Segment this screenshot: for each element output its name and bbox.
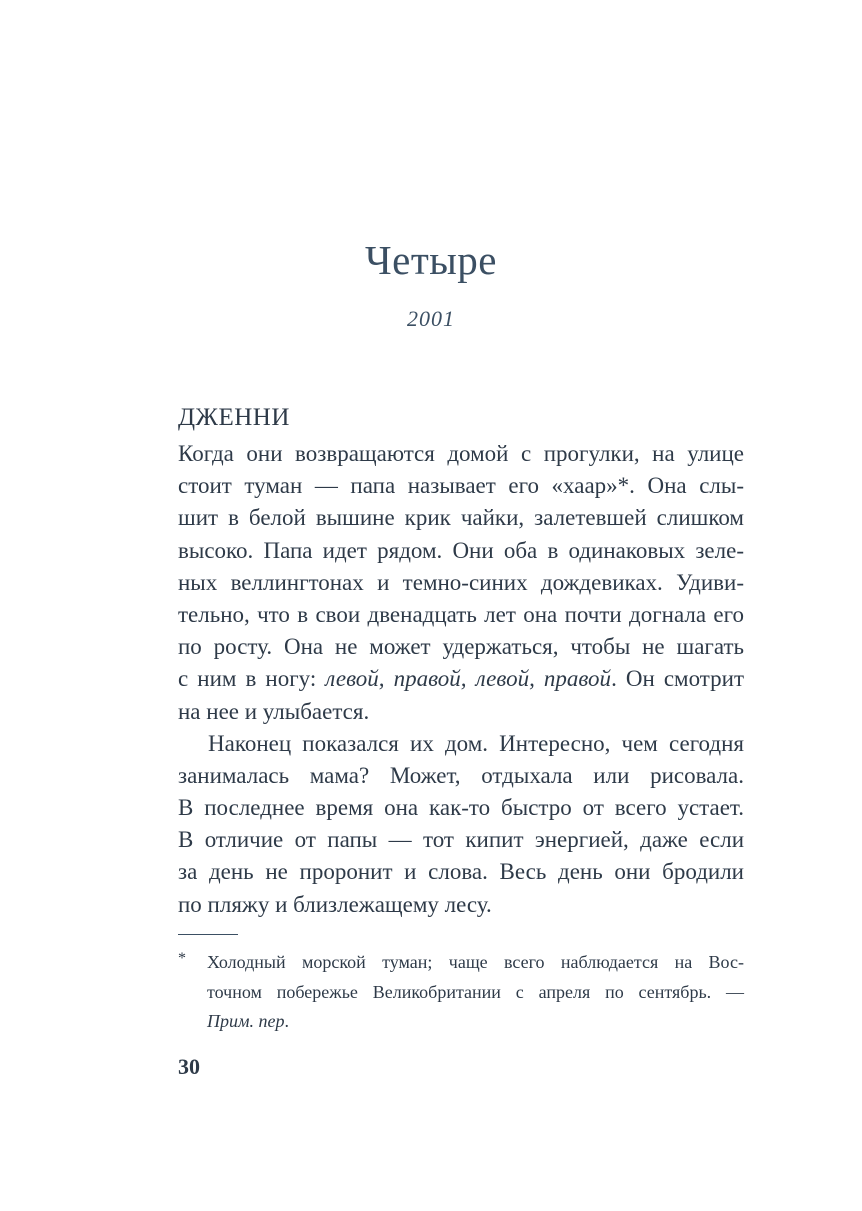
page-number: 30 (178, 1054, 200, 1079)
footnote-body (207, 948, 744, 1037)
text-line: занималась мама? Может, отдыхала или рисовала. (178, 762, 744, 788)
footnote (178, 948, 744, 1037)
text-span: с ним в ногу: (178, 666, 326, 692)
text-line: стоит туман — папа называет его «хаар»*. Она слы- (178, 473, 744, 499)
chapter-year: 2001 (407, 306, 455, 331)
text-line: тельно, что в свои двенадцать лет она почти догнала его (178, 601, 744, 627)
section-heading: ДЖЕННИ (178, 404, 290, 431)
text-line: за день не проронит и слова. Весь день они бродили (178, 859, 744, 885)
footnote-line: Холодный морской туман; чаще всего наблюдается на Вос- (207, 952, 744, 972)
text-line: В последнее время она как-то быстро от всего устает. (178, 795, 744, 821)
footnote-line: точном побережье Великобритании с апреля по сентябрь. — (207, 981, 744, 1002)
text-line: высоко. Папа идет рядом. Они оба в одинаковых зеле- (178, 537, 744, 563)
chapter-title: Четыре (364, 237, 497, 283)
body-text (178, 438, 744, 921)
text-line: Наконец показался их дом. Интересно, чем сегодня (208, 730, 744, 756)
text-line: на нее и улыбается. (178, 698, 370, 724)
text-line (178, 663, 744, 695)
text-line: шит в белой вышине крик чайки, залетевшей слишком (178, 505, 744, 531)
text-line: ных веллингтонах и темно-синих дождевиках. Удиви- (178, 569, 744, 595)
text-line: по пляжу и близлежащему лесу. (178, 891, 492, 917)
text-line: по росту. Она не может удержаться, чтобы не шагать (178, 634, 744, 660)
footnote-divider (178, 934, 238, 935)
paragraph-1 (178, 438, 744, 728)
footnote-marker: * (178, 950, 186, 967)
text-span: . Он смотрит (611, 666, 744, 692)
footnote-line (207, 1007, 744, 1037)
text-line: В отличие от папы — тот кипит энергией, даже если (178, 827, 744, 853)
italic-emphasis: левой, правой, левой, правой (325, 666, 612, 692)
italic-emphasis: Прим. пер (207, 1011, 285, 1031)
text-span: . (284, 1011, 289, 1031)
paragraph-2 (178, 728, 744, 921)
text-line: Когда они возвращаются домой с прогулки, на улице (178, 441, 744, 466)
